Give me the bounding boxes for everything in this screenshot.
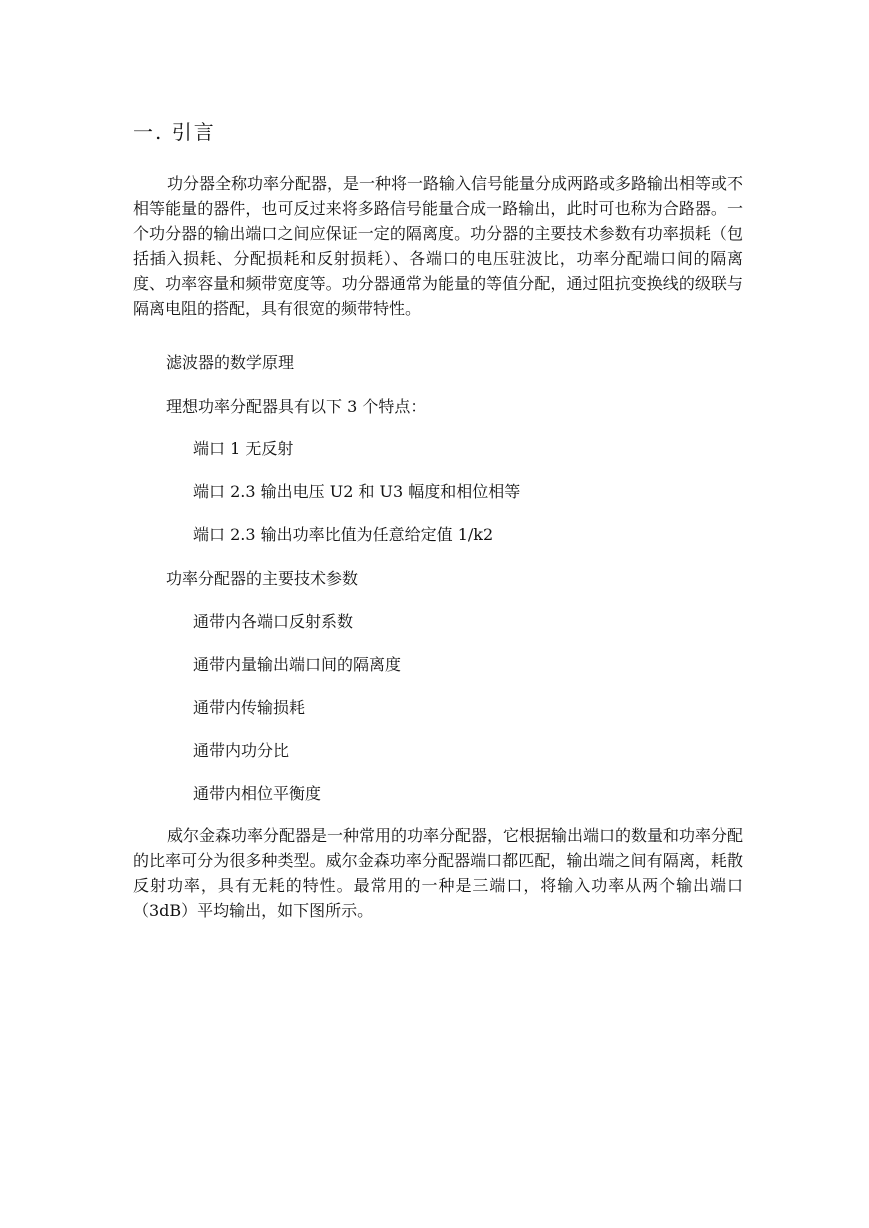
tech-param-item: 通带内相位平衡度 [193,784,322,803]
wilkinson-paragraph: 威尔金森功率分配器是一种常用的功率分配器，它根据输出端口的数量和功率分配的比率可分为很多种类型。威尔金森功率分配器端口都匹配，输出端之间有隔离，耗散反射功率，具有无耗的特性。最常用的一种是三端口，将输入功率从两个输出端口（3dB）平均输出，如下图所示。 [133,826,744,920]
tech-param-item: 通带内功分比 [193,741,290,760]
ideal-features-title: 理想功率分配器具有以下 3 个特点： [166,397,427,416]
section-heading: 一. 引言 [133,120,216,144]
tech-param-item: 通带内各端口反射系数 [193,612,354,631]
ideal-feature-item: 端口 2.3 输出电压 U2 和 U3 幅度和相位相等 [193,482,521,501]
tech-param-item: 通带内量输出端口间的隔离度 [193,655,402,674]
filter-principle-line: 滤波器的数学原理 [166,353,295,372]
tech-params-title: 功率分配器的主要技术参数 [166,569,359,588]
intro-paragraph: 功分器全称功率分配器，是一种将一路输入信号能量分成两路或多路输出相等或不相等能量的器件，也可反过来将多路信号能量合成一路输出，此时可也称为合路器。一个功分器的输出端口之间应保证一定的隔离度。功分器的主要技术参数有功率损耗（包括插入损耗、分配损耗和反射损耗）、各端口的电压驻波比，功率分配端口间的隔离度、功率容量和频带宽度等。功分器通常为能量的等值分配，通过阻抗变换线的级联与隔离电阻的搭配，具有很宽的频带特性。 [133,174,744,318]
tech-param-item: 通带内传输损耗 [193,698,306,717]
ideal-feature-item: 端口 2.3 输出功率比值为任意给定值 1/k2 [193,525,494,544]
ideal-feature-item: 端口 1 无反射 [193,439,294,458]
